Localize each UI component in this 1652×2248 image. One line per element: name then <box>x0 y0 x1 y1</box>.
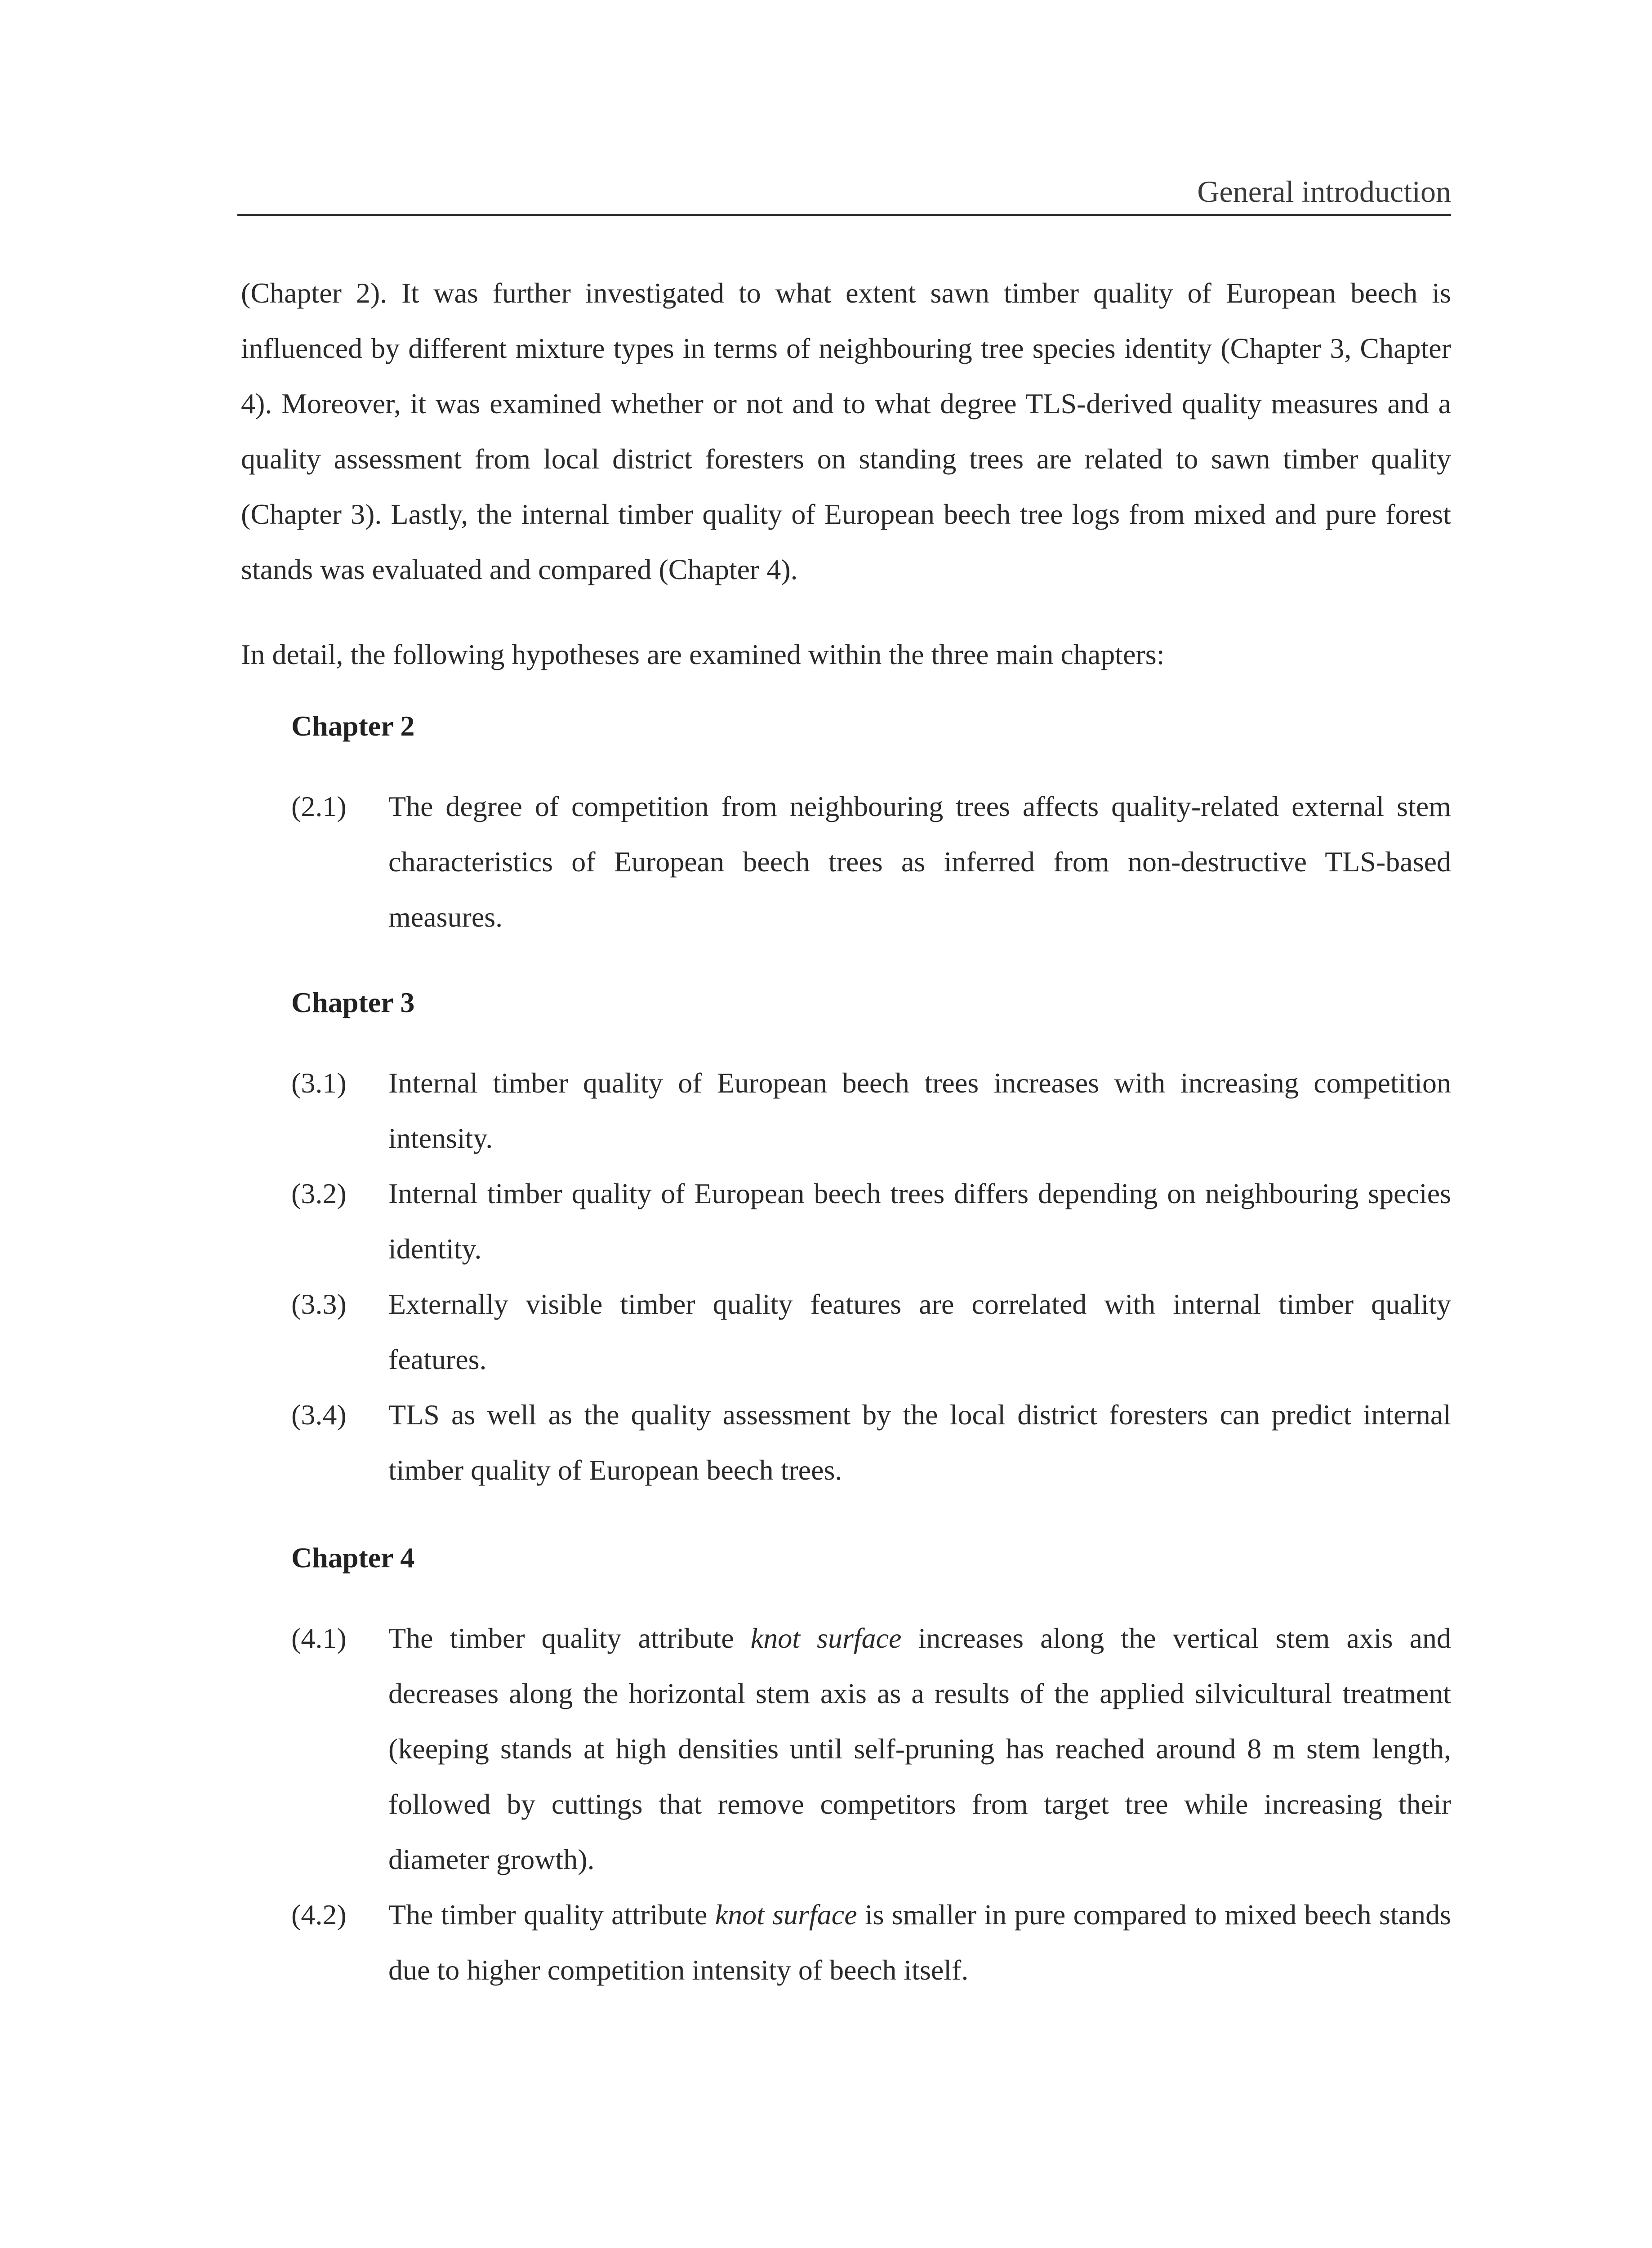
hypothesis-text: Internal timber quality of European beech trees increases with increasing competition intensity. <box>388 1067 1451 1154</box>
chapter-2-heading: Chapter 2 <box>291 710 415 742</box>
hypothesis-text: Internal timber quality of European beech trees differs depending on neighbouring species identity. <box>388 1178 1451 1265</box>
running-title: General introduction <box>1197 174 1451 209</box>
hypothesis-3-2 <box>291 1166 1451 1276</box>
hypothesis-text: TLS as well as the quality assessment by the local district foresters can predict internal timber quality of European beech trees. <box>388 1399 1451 1486</box>
hypothesis-number: (4.1) <box>291 1622 347 1654</box>
hypothesis-2-1 <box>291 779 1451 945</box>
hypothesis-text: Externally visible timber quality features are correlated with internal timber quality features. <box>388 1288 1451 1375</box>
hypothesis-4-2 <box>291 1887 1451 1998</box>
hypothesis-number: (2.1) <box>291 790 347 822</box>
hypothesis-3-1 <box>291 1055 1451 1166</box>
hypothesis-number: (3.3) <box>291 1288 347 1320</box>
hypothesis-number: (3.1) <box>291 1067 347 1099</box>
chapter-3-heading: Chapter 3 <box>291 986 415 1018</box>
hypothesis-number: (3.4) <box>291 1399 347 1431</box>
hypothesis-number: (3.2) <box>291 1178 347 1209</box>
emphasized-term: knot surface <box>750 1622 902 1654</box>
hypothesis-number: (4.2) <box>291 1899 347 1931</box>
hypothesis-text-start: The timber quality attribute <box>388 1899 715 1931</box>
hypothesis-4-1 <box>291 1610 1451 1887</box>
hypothesis-text-end: is smaller in pure compared to mixed beech stands due to higher competition intensity of beech itself. <box>388 1899 1452 1986</box>
hypotheses-intro-paragraph: In detail, the following hypotheses are examined within the three main chapters: <box>241 638 1165 670</box>
emphasized-term: knot surface <box>715 1899 857 1931</box>
hypothesis-text-end: increases along the vertical stem axis and decreases along the horizontal stem axis as a results of the applied silvicultural treatment (keeping stands at high densities until self-pruning has reached around 8 m stem length, followed by cuttings that remove competitors from target tree while increasing their diameter growth). <box>388 1622 1452 1875</box>
hypothesis-text: The degree of competition from neighbouring trees affects quality-related external stem characteristics of European beech trees as inferred from non-destructive TLS-based measures. <box>388 790 1451 933</box>
hypothesis-text <box>388 1610 1451 1887</box>
chapter-4-heading: Chapter 4 <box>291 1542 415 1574</box>
hypothesis-3-4 <box>291 1387 1451 1498</box>
running-header <box>237 174 1451 216</box>
hypothesis-text-start: The timber quality attribute <box>388 1622 751 1654</box>
intro-paragraph: (Chapter 2). It was further investigated to what extent sawn timber quality of European beech is influenced by different mixture types in terms of neighbouring tree species identity (Chapter 3, Chapter 4). Moreover, it was examined whether or not and to what degree TLS-derived quality measures and a quality assessment from local district foresters on standing trees are related to sawn timber quality (Chapter 3). Lastly, the internal timber quality of European beech tree logs from mixed and pure forest stands was evaluated and compared (Chapter 4). <box>241 277 1451 585</box>
hypothesis-3-3 <box>291 1276 1451 1387</box>
hypothesis-text <box>388 1887 1451 1998</box>
